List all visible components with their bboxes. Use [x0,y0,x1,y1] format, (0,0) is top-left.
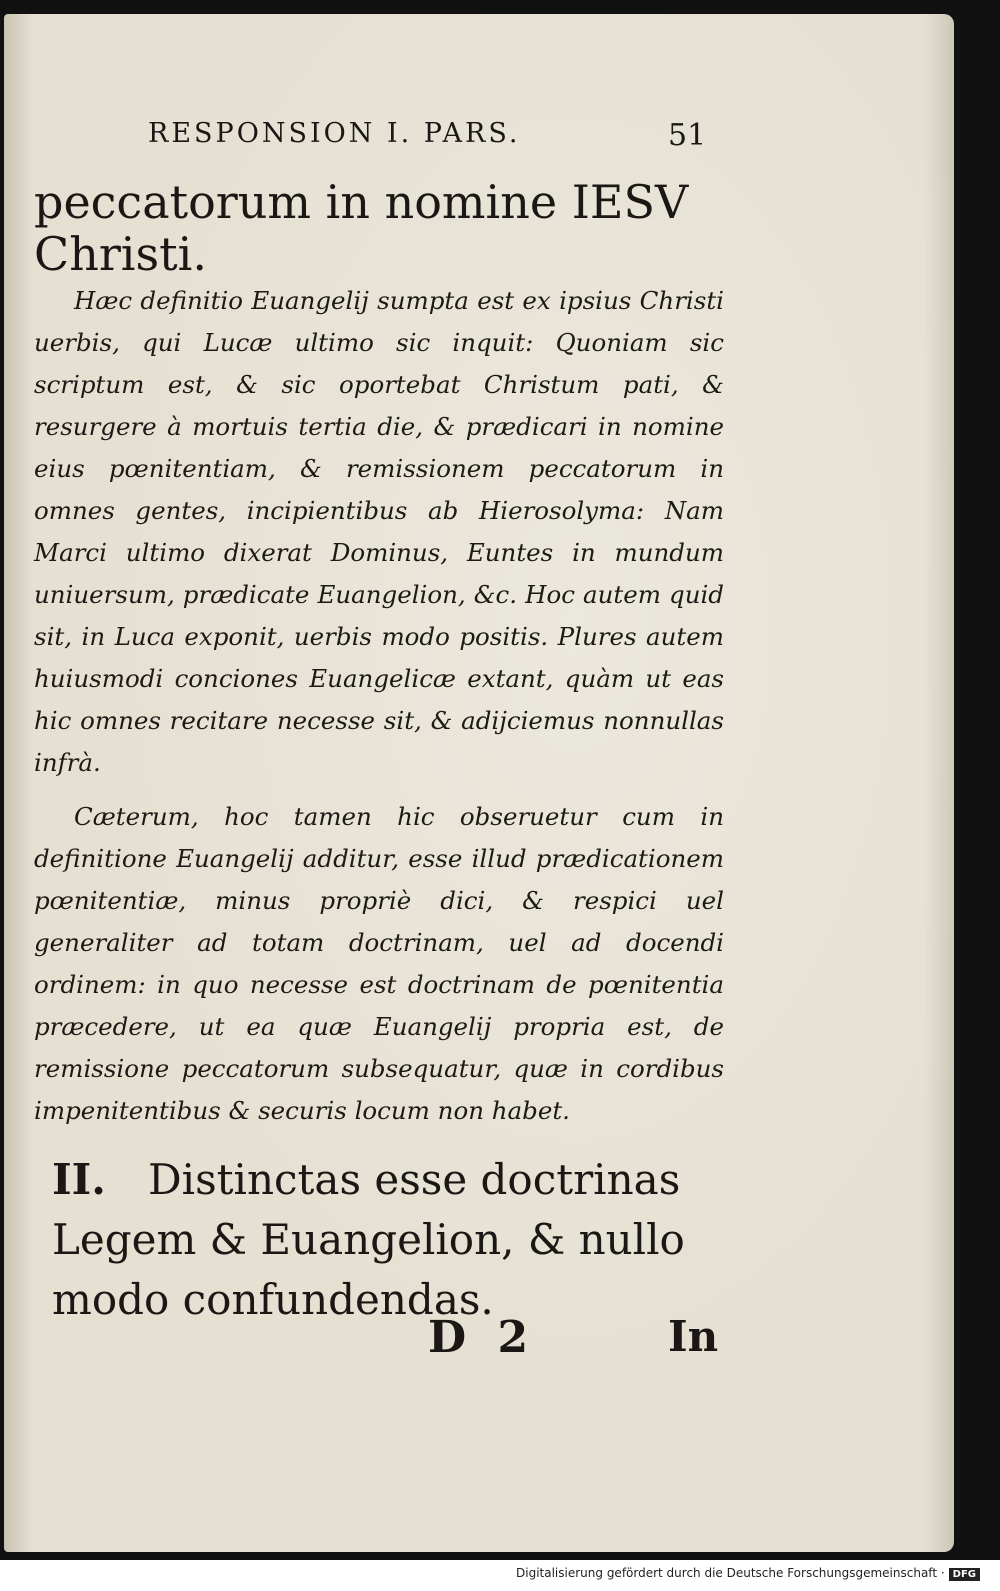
section-title: Distinctas esse doctrinas Legem & Euangelion, & nullo modo confundendas. [52,1155,685,1324]
section-number: II. [52,1155,106,1204]
paragraph-text: Hæc definitio Euangelij sumpta est ex ipsius Christi uerbis, qui Lucæ ultimo sic inquit: Quoniam sic scriptum est, & sic oportebat Christum pati, & resurgere à mortuis tertia die, & prædicari in nomine eius pœnitentiam, & remissionem peccatorum in omnes gentes, incipientibus ab Hierosolyma: Nam Marci ultimo dixerat Dominus, Euntes in mundum uniuersum, prædicate Euangelion, &c. Hoc autem quid sit, in Luca exponit, uerbis modo positis. Plures autem huiusmodi conciones Euangelicæ extant, quàm ut eas hic omnes recitare necesse sit, & adijciemus nonnullas infrà. [34,286,724,777]
paragraph-1 [34,280,724,784]
section-heading [52,1150,752,1330]
digitization-credit [516,1566,980,1581]
catchword: In [668,1312,719,1361]
signature-mark: D 2 [428,1312,537,1363]
book-page [4,14,954,1552]
running-head: RESPONSION I. PARS. [148,118,521,149]
opening-line-1: peccatorum in nomine IESV [34,175,689,229]
credit-text: Digitalisierung gefördert durch die Deutsche Forschungsgemeinschaft · [516,1566,945,1580]
opening-line-2: Christi. [34,227,207,281]
page-number: 51 [668,118,707,153]
paragraph-text: Cæterum, hoc tamen hic obseruetur cum in definitione Euangelij additur, esse illud prædicationem pœnitentiæ, minus propriè dici, & respici uel generaliter ad totam doctrinam, uel ad docendi ordinem: in quo necesse est doctrinam de pœnitentia præcedere, ut ea quæ Euangelij propria est, de remissione peccatorum subsequatur, quæ in cordibus impenitentibus & securis locum non habet. [34,802,724,1125]
dfg-logo: DFG [949,1568,980,1581]
paragraph-2 [34,796,724,1132]
